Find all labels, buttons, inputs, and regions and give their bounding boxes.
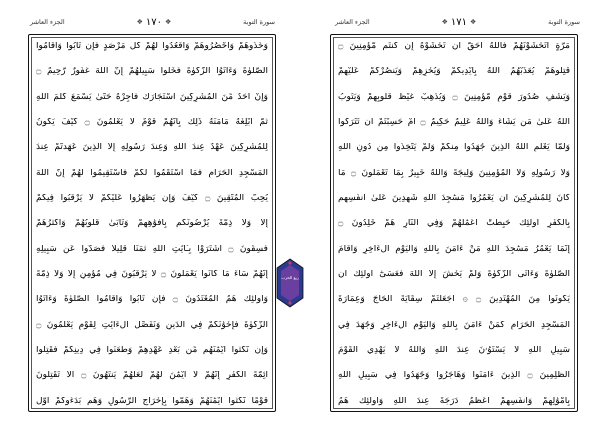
- left-verse-line: إِلًّا وَلَا ذِمَّةً يُرْضُونَكُم بِأَفْوَٰهِهِمْ وَتَأْبَىٰ قُلُوبُهُمْ وَأَكْثَرُهُمْ: [36, 219, 268, 229]
- left-verse-line: ثُمَّ أَبْلِغْهُ مَأْمَنَهُ ذَٰلِكَ بِأَنَّهُمْ قَوْمٌ لَّا يَعْلَمُونَ ۝ كَيْفَ يَكُونُ: [36, 118, 268, 128]
- right-verse-line: سَبِيلِ اللَّهِ لَا يَسْتَوُۥنَ عِندَ اللَّهِ وَاللَّهُ لَا يَهْدِي الْقَوْمَ: [338, 346, 570, 356]
- left-page-header: [30, 13, 275, 31]
- right-header-surah: سورة التوبة: [548, 18, 580, 26]
- left-verse-line: لِلْمُشْرِكِينَ عَهْدٌ عِندَ اللَّهِ وَعِندَ رَسُولِهِ إِلَّا الَّذِينَ عَٰهَدتُّمْ عِندَ: [36, 143, 268, 153]
- right-verse-line: قَٰتِلُوهُمْ يُعَذِّبْهُمُ اللَّهُ بِأَيْدِيكُمْ وَيُخْزِهِمْ وَيَنصُرْكُمْ عَلَيْهِمْ: [338, 67, 570, 77]
- hizb-marker-label: ربع الحزب: [281, 275, 299, 280]
- right-text-frame: [330, 34, 578, 412]
- left-verse-line: إِنَّهُمْ سَاءَ مَا كَانُوا يَعْمَلُونَ ۝ لَا يَرْقُبُونَ فِي مُؤْمِنٍ إِلًّا وَلَا ذِمَّةً: [36, 270, 268, 280]
- right-verse-line: بِالْكُفْرِ أُولَٰٓئِكَ حَبِطَتْ أَعْمَٰلُهُمْ وَفِي النَّارِ هُمْ خَٰلِدُونَ ۝: [338, 219, 570, 229]
- left-verse-line: وَأُولَٰٓئِكَ هُمُ الْمُعْتَدُونَ ۝ فَإِن تَابُوا وَأَقَامُوا الصَّلَوٰةَ وَءَاتَوُا: [36, 295, 268, 305]
- right-verse-line: مَرَّةٍ أَتَخْشَوْنَهُمْ فَاللَّهُ أَحَقُّ أَن تَخْشَوْهُ إِن كُنتُم مُّؤْمِنِينَ ۝: [338, 42, 570, 51]
- right-verse-line: اللَّهُ عَلَىٰ مَن يَشَاءُ وَاللَّهُ عَلِيمٌ حَكِيمٌ ۝ أَمْ حَسِبْتُمْ أَن تُتْرَكُوا: [338, 118, 570, 128]
- ornament-icon: ❖: [136, 18, 143, 26]
- right-verse-line: الْمَسْجِدِ الْحَرَامِ كَمَنْ ءَامَنَ بِاللَّهِ وَالْيَوْمِ الْءَاخِرِ وَجَٰهَدَ فِي: [338, 320, 570, 330]
- right-page-number: [442, 17, 477, 28]
- right-text-lines: [338, 42, 570, 406]
- left-text-lines: [36, 42, 268, 406]
- right-verse-line: كَانَ لِلْمُشْرِكِينَ أَن يَعْمُرُوا مَسَٰجِدَ اللَّهِ شَٰهِدِينَ عَلَىٰ أَنفُسِهِم: [338, 194, 570, 204]
- left-header-juz: الجزء العاشر: [30, 18, 65, 26]
- hizb-marker-icon: [275, 258, 305, 308]
- right-verse-line: يَكُونُوا مِنَ الْمُهْتَدِينَ ۝ ۞ أَجَعَلْتُمْ سِقَايَةَ الْحَاجِّ وَعِمَارَةَ: [338, 295, 570, 305]
- left-verse-line: أَئِمَّةَ الْكُفْرِ إِنَّهُمْ لَا أَيْمَٰنَ لَهُمْ لَعَلَّهُمْ يَنتَهُونَ ۝ أَلَا تُقَٰتِلُونَ: [36, 371, 268, 381]
- right-page-number-text: ١٧١: [450, 16, 467, 28]
- left-page-number-text: ١٧٠: [145, 16, 162, 28]
- left-verse-line: فَٰسِقُونَ ۝ اشْتَرَوْا بِـَٔايَٰتِ اللَّهِ ثَمَنًا قَلِيلًا فَصَدُّوا عَن سَبِيلِهِ: [36, 244, 268, 254]
- right-verse-line: وَلَمَّا يَعْلَمِ اللَّهُ الَّذِينَ جَٰهَدُوا مِنكُمْ وَلَمْ يَتَّخِذُوا مِن دُونِ اللَّهِ: [338, 143, 570, 153]
- left-verse-line: وَإِنْ أَحَدٌ مِّنَ الْمُشْرِكِينَ اسْتَجَارَكَ فَأَجِرْهُ حَتَّىٰ يَسْمَعَ كَلَٰمَ اللَّهِ: [36, 92, 268, 102]
- right-verse-line: وَيَشْفِ صُدُورَ قَوْمٍ مُّؤْمِنِينَ ۝ وَيُذْهِبْ غَيْظَ قُلُوبِهِمْ وَيَتُوبُ: [338, 92, 570, 102]
- right-verse-line: إِنَّمَا يَعْمُرُ مَسَٰجِدَ اللَّهِ مَنْ ءَامَنَ بِاللَّهِ وَالْيَوْمِ الْءَاخِرِ وَأَقَامَ: [338, 244, 570, 254]
- left-verse-line: قَوْمًا نَّكَثُوا أَيْمَٰنَهُمْ وَهَمُّوا بِإِخْرَاجِ الرَّسُولِ وَهُم بَدَءُوكُمْ أَوَّلَ: [36, 396, 268, 406]
- right-page: [300, 0, 600, 424]
- hizb-marker-shape: [275, 258, 305, 308]
- right-verse-line: الظَّٰلِمِينَ ۝ الَّذِينَ ءَامَنُوا وَهَاجَرُوا وَجَٰهَدُوا فِي سَبِيلِ اللَّهِ: [338, 371, 570, 381]
- left-verse-line: الصَّلَوٰةَ وَءَاتَوُا الزَّكَوٰةَ فَخَلُّوا سَبِيلَهُمْ إِنَّ اللَّهَ غَفُورٌ رَّحِيمٌ ۝: [36, 67, 268, 77]
- right-verse-line: الصَّلَوٰةَ وَءَاتَى الزَّكَوٰةَ وَلَمْ يَخْشَ إِلَّا اللَّهَ فَعَسَىٰٓ أُولَٰٓئِكَ أَن: [338, 270, 570, 280]
- left-verse-line: وَخُذُوهُمْ وَاحْصُرُوهُمْ وَاقْعُدُوا لَهُمْ كُلَّ مَرْصَدٍ فَإِن تَابُوا وَأَقَامُوا: [36, 42, 268, 51]
- left-header-surah: سورة التوبة: [243, 18, 275, 26]
- ornament-icon: ❖: [441, 18, 448, 26]
- left-verse-line: الْمَسْجِدِ الْحَرَامِ فَمَا اسْتَقَٰمُوا لَكُمْ فَاسْتَقِيمُوا لَهُمْ إِنَّ اللَّهَ: [36, 168, 268, 178]
- ornament-icon: ❖: [469, 18, 477, 26]
- right-page-header: [335, 13, 580, 31]
- left-verse-line: الزَّكَوٰةَ فَإِخْوَٰنُكُمْ فِي الدِّينِ وَنُفَصِّلُ الْءَايَٰتِ لِقَوْمٍ يَعْلَمُونَ ۝: [36, 320, 268, 330]
- ornament-icon: ❖: [164, 18, 172, 26]
- right-verse-line: وَلَا رَسُولِهِ وَلَا الْمُؤْمِنِينَ وَلِيجَةً وَاللَّهُ خَبِيرٌ بِمَا تَعْمَلُونَ ۝ مَا: [338, 168, 570, 178]
- right-header-juz: الجزء العاشر: [335, 18, 370, 26]
- left-verse-line: يُحِبُّ الْمُتَّقِينَ ۝ كَيْفَ وَإِن يَظْهَرُوا عَلَيْكُمْ لَا يَرْقُبُوا فِيكُمْ: [36, 194, 268, 204]
- left-text-frame: [28, 34, 276, 412]
- left-page-number: [137, 17, 172, 28]
- left-verse-line: وَإِن نَّكَثُوا أَيْمَٰنَهُم مِّن بَعْدِ عَهْدِهِمْ وَطَعَنُوا فِي دِينِكُمْ فَقَٰتِلُوا: [36, 346, 268, 356]
- right-verse-line: بِأَمْوَٰلِهِمْ وَأَنفُسِهِمْ أَعْظَمُ دَرَجَةً عِندَ اللَّهِ وَأُولَٰٓئِكَ هُمُ: [338, 396, 570, 406]
